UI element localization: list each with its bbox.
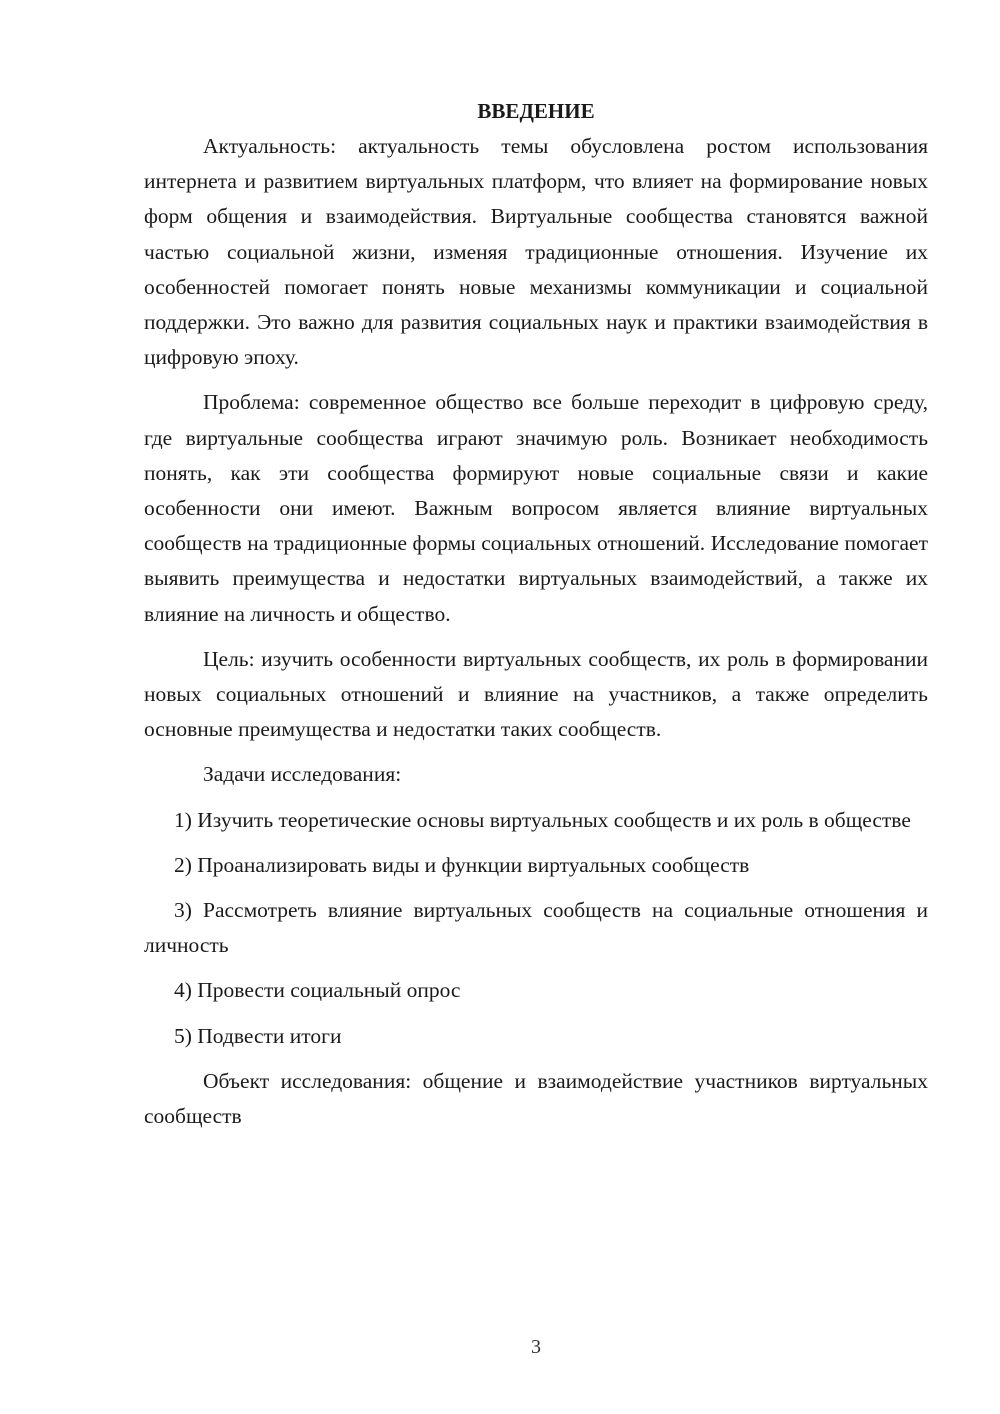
task-item: 4) Провести социальный опрос [174, 978, 461, 1003]
section-heading: ВВЕДЕНИЕ [477, 99, 595, 123]
task-item: 2) Проанализировать виды и функции виртуальных сообществ [174, 852, 750, 877]
task-item: 1) Изучить теоретические основы виртуальных сообществ и их роль в обществе [174, 807, 911, 832]
paragraph-problem: Проблема: современное общество все больше переходит в цифровую среду, где виртуальные сообщества играют значимую роль. Возникает необходимость понять, как эти сообщества формируют новые социальные связи и какие особенности они имеют. Важным вопросом является влияние виртуальных сообществ на традиционные формы социальных отношений. Исследование помогает выявить преимущества и недостатки виртуальных взаимодействий, а также их влияние на личность и общество. [144, 390, 928, 626]
page-content [144, 94, 928, 1134]
paragraph-object: Объект исследования: общение и взаимодействие участников виртуальных сообществ [144, 1068, 928, 1129]
task-item: 3) Рассмотреть влияние виртуальных сообществ на социальные отношения и личность [144, 898, 928, 958]
paragraph-goal: Цель: изучить особенности виртуальных сообществ, их роль в формировании новых социальных отношений и влияние на участников, а также определить основные преимущества и недостатки таких сообществ. [144, 646, 928, 742]
page-number: 3 [531, 1336, 541, 1358]
paragraph-tasks-intro: Задачи исследования: [203, 762, 402, 787]
paragraph-relevance: Актуальность: актуальность темы обусловлена ростом использования интернета и развитием виртуальных платформ, что влияет на формирование новых форм общения и взаимодействия. Виртуальные сообщества становятся важной частью социальной жизни, изменяя традиционные отношения. Изучение их особенностей помогает понять новые механизмы коммуникации и социальной поддержки. Это важно для развития социальных наук и практики взаимодействия в цифровую эпоху. [144, 134, 928, 370]
task-item: 5) Подвести итоги [174, 1023, 342, 1048]
